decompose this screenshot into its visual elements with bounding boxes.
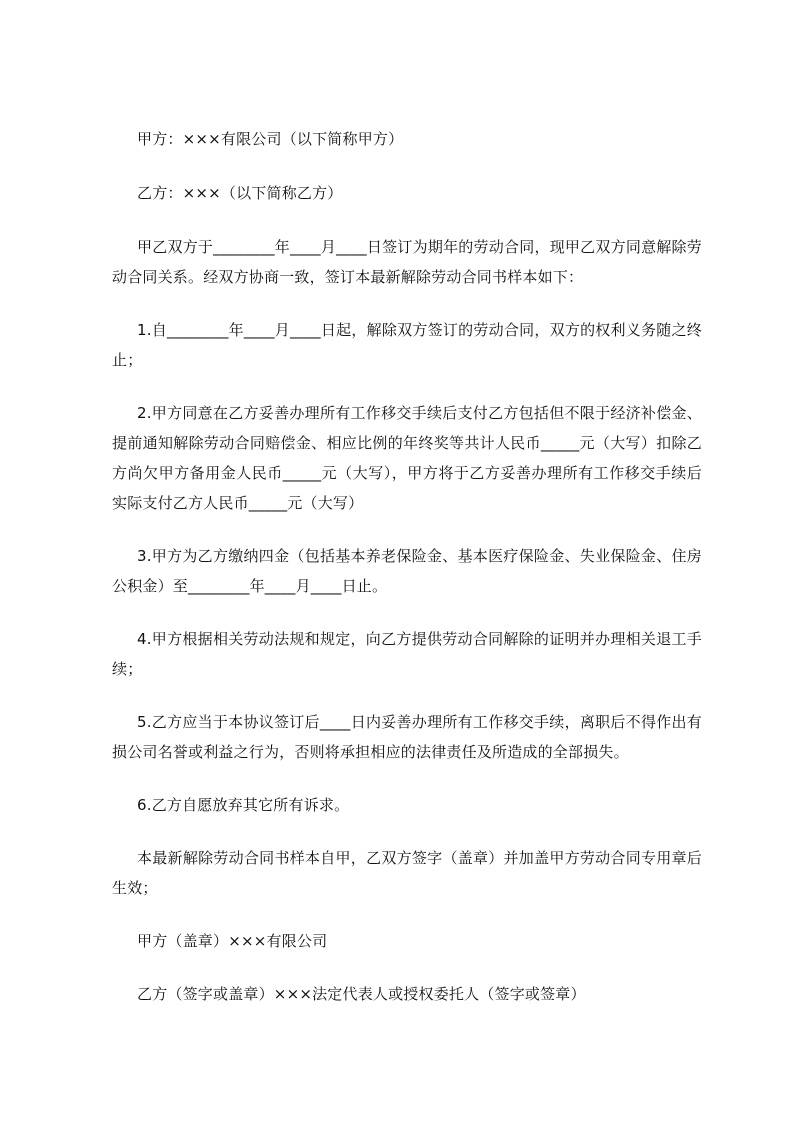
clause-5: 5.乙方应当于本协议签订后____日内妥善办理所有工作移交手续，离职后不得作出有损公司名誉或利益之行为，否则将承担相应的法律责任及所造成的全部损失。 (112, 713, 702, 761)
clause-6: 6.乙方自愿放弃其它所有诉求。 (137, 796, 350, 814)
party-a-signature-line: 甲方（盖章）×××有限公司 (137, 932, 328, 950)
contract-body (112, 124, 702, 1009)
party-b-line: 乙方：×××（以下简称乙方） (137, 184, 343, 202)
clause-1: 1.自________年____月____日起，解除双方签订的劳动合同，双方的权利义务随之终止； (112, 321, 702, 369)
party-b-signature-line: 乙方（签字或盖章）×××法定代表人或授权委托人（签字或签章） (137, 985, 586, 1003)
party-a-line: 甲方：×××有限公司（以下简称甲方） (137, 130, 404, 148)
clause-4: 4.甲方根据相关劳动法规和规定，向乙方提供劳动合同解除的证明并办理相关退工手续； (112, 630, 702, 678)
effectiveness-paragraph: 本最新解除劳动合同书样本自甲，乙双方签字（盖章）并加盖甲方劳动合同专用章后生效； (112, 849, 702, 897)
clause-3: 3.甲方为乙方缴纳四金（包括基本养老保险金、基本医疗保险金、失业保险金、住房公积金）至________年____月____日止。 (112, 547, 702, 595)
clause-2: 2.甲方同意在乙方妥善办理所有工作移交手续后支付乙方包括但不限于经济补偿金、提前通知解除劳动合同赔偿金、相应比例的年终奖等共计人民币_____元（大写）扣除乙方尚欠甲方备用金人民币_____元（大写），甲方将于乙方妥善办理所有工作移交手续后实际支付乙方人民币_____元（大写） (112, 404, 702, 512)
contract-intro-paragraph: 甲乙双方于________年____月____日签订为期年的劳动合同，现甲乙双方同意解除劳动合同关系。经双方协商一致，签订本最新解除劳动合同书样本如下： (112, 238, 702, 286)
